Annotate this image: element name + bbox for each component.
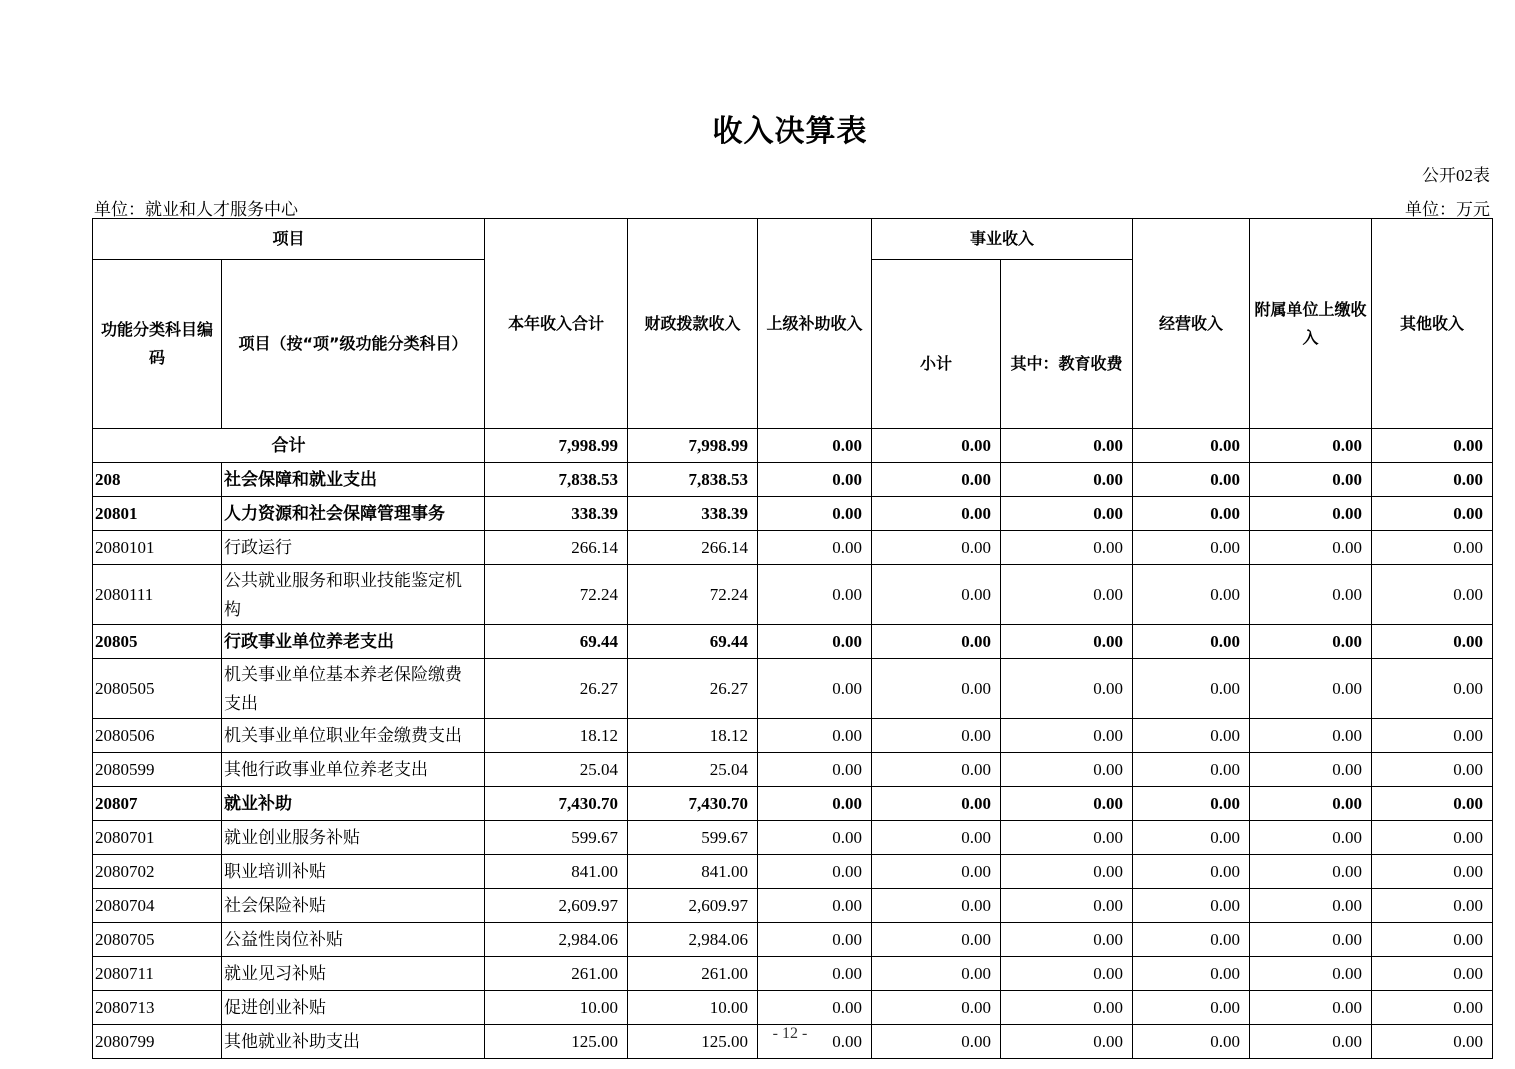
cell-fiscal: 125.00	[628, 1025, 758, 1059]
table-row	[93, 821, 1493, 855]
cell-operating: 0.00	[1133, 463, 1250, 497]
cell-fiscal: 25.04	[628, 753, 758, 787]
cell-operating: 0.00	[1133, 565, 1250, 625]
cell-affiliated: 0.00	[1250, 463, 1372, 497]
cell-func-name: 机关事业单位职业年金缴费支出	[222, 719, 485, 753]
cell-total-income: 25.04	[485, 753, 628, 787]
cell-other: 0.00	[1372, 821, 1493, 855]
cell-superior: 0.00	[758, 659, 872, 719]
table-row	[93, 463, 1493, 497]
cell-subtotal: 0.00	[872, 855, 1001, 889]
cell-func-code: 20805	[93, 625, 222, 659]
cell-func-name: 就业创业服务补贴	[222, 821, 485, 855]
cell-operating: 0.00	[1133, 889, 1250, 923]
cell-total-income: 7,430.70	[485, 787, 628, 821]
cell-fiscal: 338.39	[628, 497, 758, 531]
table-row	[93, 497, 1493, 531]
cell-other: 0.00	[1372, 531, 1493, 565]
cell-superior: 0.00	[758, 497, 872, 531]
cell-total-income: 10.00	[485, 991, 628, 1025]
cell-fiscal: 26.27	[628, 659, 758, 719]
cell-func-code: 2080505	[93, 659, 222, 719]
header-fiscal: 财政拨款收入	[628, 219, 758, 429]
cell-other: 0.00	[1372, 463, 1493, 497]
cell-affiliated: 0.00	[1250, 719, 1372, 753]
cell-total-income: 261.00	[485, 957, 628, 991]
table-row	[93, 991, 1493, 1025]
cell-affiliated: 0.00	[1250, 957, 1372, 991]
cell-func-name: 行政事业单位养老支出	[222, 625, 485, 659]
cell-total-income: 125.00	[485, 1025, 628, 1059]
cell-other: 0.00	[1372, 719, 1493, 753]
cell-total-income: 26.27	[485, 659, 628, 719]
table-row	[93, 531, 1493, 565]
cell-affiliated: 0.00	[1250, 625, 1372, 659]
cell-subtotal: 0.00	[872, 565, 1001, 625]
cell-subtotal: 0.00	[872, 429, 1001, 463]
cell-education-fee: 0.00	[1001, 855, 1133, 889]
cell-education-fee: 0.00	[1001, 565, 1133, 625]
cell-superior: 0.00	[758, 855, 872, 889]
cell-total-income: 72.24	[485, 565, 628, 625]
cell-superior: 0.00	[758, 1025, 872, 1059]
header-func-code: 功能分类科目编码	[93, 260, 222, 429]
cell-fiscal: 72.24	[628, 565, 758, 625]
cell-education-fee: 0.00	[1001, 787, 1133, 821]
cell-education-fee: 0.00	[1001, 957, 1133, 991]
header-subtotal: 小计	[872, 260, 1001, 429]
total-label: 合计	[93, 429, 485, 463]
table-row	[93, 625, 1493, 659]
cell-func-code: 2080705	[93, 923, 222, 957]
cell-func-code: 2080111	[93, 565, 222, 625]
cell-func-code: 2080702	[93, 855, 222, 889]
cell-func-name: 就业见习补贴	[222, 957, 485, 991]
cell-superior: 0.00	[758, 991, 872, 1025]
header-superior: 上级补助收入	[758, 219, 872, 429]
cell-other: 0.00	[1372, 957, 1493, 991]
cell-total-income: 2,609.97	[485, 889, 628, 923]
cell-education-fee: 0.00	[1001, 659, 1133, 719]
cell-subtotal: 0.00	[872, 497, 1001, 531]
cell-total-income: 841.00	[485, 855, 628, 889]
cell-education-fee: 0.00	[1001, 1025, 1133, 1059]
page-title: 收入决算表	[712, 114, 868, 149]
cell-affiliated: 0.00	[1250, 821, 1372, 855]
cell-other: 0.00	[1372, 991, 1493, 1025]
cell-fiscal: 7,998.99	[628, 429, 758, 463]
cell-total-income: 7,838.53	[485, 463, 628, 497]
cell-education-fee: 0.00	[1001, 889, 1133, 923]
header-project: 项目	[93, 219, 485, 260]
cell-affiliated: 0.00	[1250, 787, 1372, 821]
cell-subtotal: 0.00	[872, 1025, 1001, 1059]
cell-other: 0.00	[1372, 855, 1493, 889]
cell-operating: 0.00	[1133, 753, 1250, 787]
cell-other: 0.00	[1372, 753, 1493, 787]
cell-operating: 0.00	[1133, 821, 1250, 855]
header-operating: 经营收入	[1133, 219, 1250, 429]
cell-subtotal: 0.00	[872, 753, 1001, 787]
cell-subtotal: 0.00	[872, 463, 1001, 497]
cell-fiscal: 10.00	[628, 991, 758, 1025]
cell-affiliated: 0.00	[1250, 1025, 1372, 1059]
table-row	[93, 855, 1493, 889]
cell-superior: 0.00	[758, 429, 872, 463]
cell-func-code: 2080506	[93, 719, 222, 753]
cell-operating: 0.00	[1133, 429, 1250, 463]
table-row	[93, 923, 1493, 957]
cell-superior: 0.00	[758, 463, 872, 497]
cell-func-code: 2080599	[93, 753, 222, 787]
table-body	[93, 429, 1493, 1059]
cell-fiscal: 18.12	[628, 719, 758, 753]
cell-affiliated: 0.00	[1250, 429, 1372, 463]
cell-fiscal: 266.14	[628, 531, 758, 565]
cell-education-fee: 0.00	[1001, 821, 1133, 855]
cell-subtotal: 0.00	[872, 531, 1001, 565]
cell-education-fee: 0.00	[1001, 991, 1133, 1025]
cell-subtotal: 0.00	[872, 787, 1001, 821]
cell-operating: 0.00	[1133, 719, 1250, 753]
cell-func-code: 208	[93, 463, 222, 497]
cell-fiscal: 261.00	[628, 957, 758, 991]
header-business-group: 事业收入	[872, 219, 1133, 260]
table-row	[93, 753, 1493, 787]
cell-operating: 0.00	[1133, 531, 1250, 565]
cell-operating: 0.00	[1133, 855, 1250, 889]
cell-operating: 0.00	[1133, 923, 1250, 957]
header-total-income: 本年收入合计	[485, 219, 628, 429]
cell-func-name: 促进创业补贴	[222, 991, 485, 1025]
table-row	[93, 719, 1493, 753]
cell-func-name: 就业补助	[222, 787, 485, 821]
cell-func-code: 2080701	[93, 821, 222, 855]
cell-func-code: 20801	[93, 497, 222, 531]
cell-education-fee: 0.00	[1001, 463, 1133, 497]
page-number: - 12 -	[772, 1025, 808, 1042]
cell-superior: 0.00	[758, 719, 872, 753]
header-education-fee: 其中：教育收费	[1001, 260, 1133, 429]
cell-fiscal: 2,984.06	[628, 923, 758, 957]
cell-superior: 0.00	[758, 753, 872, 787]
cell-affiliated: 0.00	[1250, 497, 1372, 531]
cell-fiscal: 69.44	[628, 625, 758, 659]
cell-superior: 0.00	[758, 625, 872, 659]
cell-func-name: 公益性岗位补贴	[222, 923, 485, 957]
cell-func-code: 2080704	[93, 889, 222, 923]
cell-total-income: 69.44	[485, 625, 628, 659]
unit-organization: 单位：就业和人才服务中心	[94, 200, 298, 219]
table-row	[93, 787, 1493, 821]
cell-total-income: 599.67	[485, 821, 628, 855]
cell-affiliated: 0.00	[1250, 531, 1372, 565]
cell-func-code: 2080799	[93, 1025, 222, 1059]
table-row	[93, 957, 1493, 991]
cell-superior: 0.00	[758, 565, 872, 625]
cell-func-name: 社会保险补贴	[222, 889, 485, 923]
cell-operating: 0.00	[1133, 787, 1250, 821]
cell-superior: 0.00	[758, 821, 872, 855]
cell-fiscal: 7,838.53	[628, 463, 758, 497]
cell-other: 0.00	[1372, 565, 1493, 625]
cell-subtotal: 0.00	[872, 991, 1001, 1025]
cell-superior: 0.00	[758, 923, 872, 957]
cell-subtotal: 0.00	[872, 625, 1001, 659]
cell-func-name: 其他行政事业单位养老支出	[222, 753, 485, 787]
cell-func-name: 公共就业服务和职业技能鉴定机构	[222, 565, 485, 625]
cell-superior: 0.00	[758, 889, 872, 923]
cell-operating: 0.00	[1133, 957, 1250, 991]
cell-operating: 0.00	[1133, 1025, 1250, 1059]
cell-affiliated: 0.00	[1250, 565, 1372, 625]
table-row	[93, 889, 1493, 923]
cell-total-income: 18.12	[485, 719, 628, 753]
cell-education-fee: 0.00	[1001, 923, 1133, 957]
cell-subtotal: 0.00	[872, 821, 1001, 855]
cell-operating: 0.00	[1133, 625, 1250, 659]
total-row	[93, 429, 1493, 463]
cell-other: 0.00	[1372, 1025, 1493, 1059]
cell-fiscal: 2,609.97	[628, 889, 758, 923]
table-code: 公开02表	[1422, 166, 1490, 185]
cell-other: 0.00	[1372, 923, 1493, 957]
cell-other: 0.00	[1372, 787, 1493, 821]
cell-affiliated: 0.00	[1250, 991, 1372, 1025]
cell-affiliated: 0.00	[1250, 855, 1372, 889]
cell-func-code: 2080713	[93, 991, 222, 1025]
cell-operating: 0.00	[1133, 991, 1250, 1025]
header-affiliated: 附属单位上缴收入	[1250, 219, 1372, 429]
table-row	[93, 659, 1493, 719]
cell-total-income: 338.39	[485, 497, 628, 531]
cell-func-name: 职业培训补贴	[222, 855, 485, 889]
cell-superior: 0.00	[758, 531, 872, 565]
cell-other: 0.00	[1372, 889, 1493, 923]
cell-subtotal: 0.00	[872, 659, 1001, 719]
cell-func-code: 2080711	[93, 957, 222, 991]
cell-affiliated: 0.00	[1250, 659, 1372, 719]
cell-func-code: 20807	[93, 787, 222, 821]
cell-total-income: 2,984.06	[485, 923, 628, 957]
table-row	[93, 565, 1493, 625]
cell-education-fee: 0.00	[1001, 753, 1133, 787]
cell-affiliated: 0.00	[1250, 923, 1372, 957]
cell-subtotal: 0.00	[872, 719, 1001, 753]
cell-fiscal: 841.00	[628, 855, 758, 889]
cell-education-fee: 0.00	[1001, 497, 1133, 531]
cell-operating: 0.00	[1133, 659, 1250, 719]
cell-other: 0.00	[1372, 625, 1493, 659]
cell-func-name: 社会保障和就业支出	[222, 463, 485, 497]
cell-total-income: 266.14	[485, 531, 628, 565]
cell-func-code: 2080101	[93, 531, 222, 565]
cell-other: 0.00	[1372, 497, 1493, 531]
cell-education-fee: 0.00	[1001, 625, 1133, 659]
cell-education-fee: 0.00	[1001, 531, 1133, 565]
cell-subtotal: 0.00	[872, 957, 1001, 991]
cell-func-name: 行政运行	[222, 531, 485, 565]
header-func-name: 项目（按“项”级功能分类科目）	[222, 260, 485, 429]
cell-func-name: 机关事业单位基本养老保险缴费支出	[222, 659, 485, 719]
cell-operating: 0.00	[1133, 497, 1250, 531]
cell-subtotal: 0.00	[872, 923, 1001, 957]
cell-func-name: 人力资源和社会保障管理事务	[222, 497, 485, 531]
cell-func-name: 其他就业补助支出	[222, 1025, 485, 1059]
cell-superior: 0.00	[758, 787, 872, 821]
cell-fiscal: 599.67	[628, 821, 758, 855]
cell-other: 0.00	[1372, 659, 1493, 719]
cell-other: 0.00	[1372, 429, 1493, 463]
cell-affiliated: 0.00	[1250, 889, 1372, 923]
unit-currency: 单位：万元	[1405, 200, 1490, 219]
cell-affiliated: 0.00	[1250, 753, 1372, 787]
income-table	[92, 218, 1493, 1059]
cell-education-fee: 0.00	[1001, 719, 1133, 753]
header-other: 其他收入	[1372, 219, 1493, 429]
cell-fiscal: 7,430.70	[628, 787, 758, 821]
cell-superior: 0.00	[758, 957, 872, 991]
cell-total-income: 7,998.99	[485, 429, 628, 463]
cell-subtotal: 0.00	[872, 889, 1001, 923]
cell-education-fee: 0.00	[1001, 429, 1133, 463]
